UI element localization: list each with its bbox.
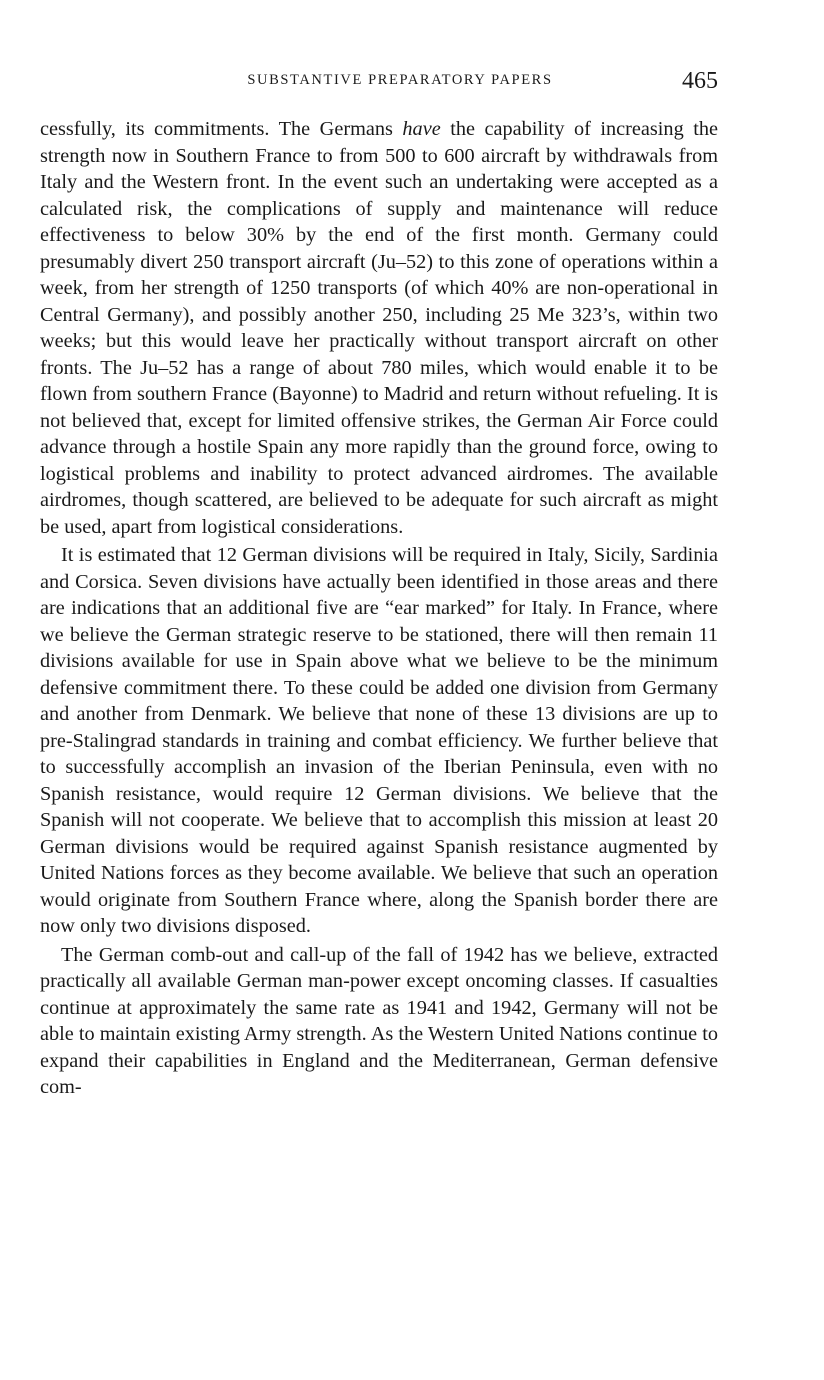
header-title: SUBSTANTIVE PREPARATORY PAPERS: [247, 72, 553, 88]
running-head: [40, 68, 718, 98]
body-text: [40, 116, 718, 1101]
paragraph-2: It is estimated that 12 German divisions will be required in Italy, Sicily, Sardinia and Corsica. Seven divisions have actually been identified in those areas and there are indications that an additional five are “ear marked” for Italy. In France, where we believe the German strategic reserve to be stationed, there will then remain 11 divisions available for use in Spain above what we believe to be the minimum defensive commitment there. To these could be added one division from Germany and another from Denmark. We believe that none of these 13 divisions are up to pre-Stalingrad standards in training and combat efficiency. We further believe that to successfully accomplish an invasion of the Iberian Peninsula, even with no Spanish resistance, would require 12 German divisions. We believe that the Spanish will not cooperate. We believe that to accomplish this mission at least 20 German divisions would be required against Spanish resistance augmented by United Nations forces as they become available. We believe that such an operation would originate from Southern France where, along the Spanish border there are now only two divisions disposed.: [40, 544, 718, 937]
emphasis-have: have: [402, 118, 441, 140]
paragraph-1-text-start: cessfully, its commitments. The Germans: [40, 118, 403, 140]
page-number: 465: [682, 68, 718, 94]
paragraph-1-text-end: the capability of increasing the strength now in Southern France to from 500 to 600 aircraft by withdrawals from Italy and the Western front. In the event such an undertaking were accepted as a calculated risk, the complications of supply and maintenance will reduce effectiveness to below 30% by the end of the first month. Germany could presumably divert 250 transport aircraft (Ju–52) to this zone of operations within a week, from her strength of 1250 transports (of which 40% are non-operational in Central Germany), and possibly another 250, including 25 Me 323’s, within two weeks; but this would leave her practically without transport aircraft on other fronts. The Ju–52 has a range of about 780 miles, which would enable it to be flown from southern France (Bayonne) to Madrid and return without refueling. It is not believed that, except for limited offensive strikes, the German Air Force could advance through a hostile Spain any more rapidly than the ground force, owing to logistical problems and inability to protect advanced airdromes. The available airdromes, though scattered, are believed to be adequate for such aircraft as might be used, apart from logistical considerations.: [40, 118, 718, 538]
paragraph-3: The German comb-out and call-up of the fall of 1942 has we believe, extracted practically all available German man-power except oncoming classes. If casualties continue at approximately the same rate as 1941 and 1942, Germany will not be able to maintain existing Army strength. As the Western United Nations continue to expand their capabilities in England and the Mediterranean, German defensive com-: [40, 943, 718, 1098]
paragraph-1: [40, 116, 718, 540]
